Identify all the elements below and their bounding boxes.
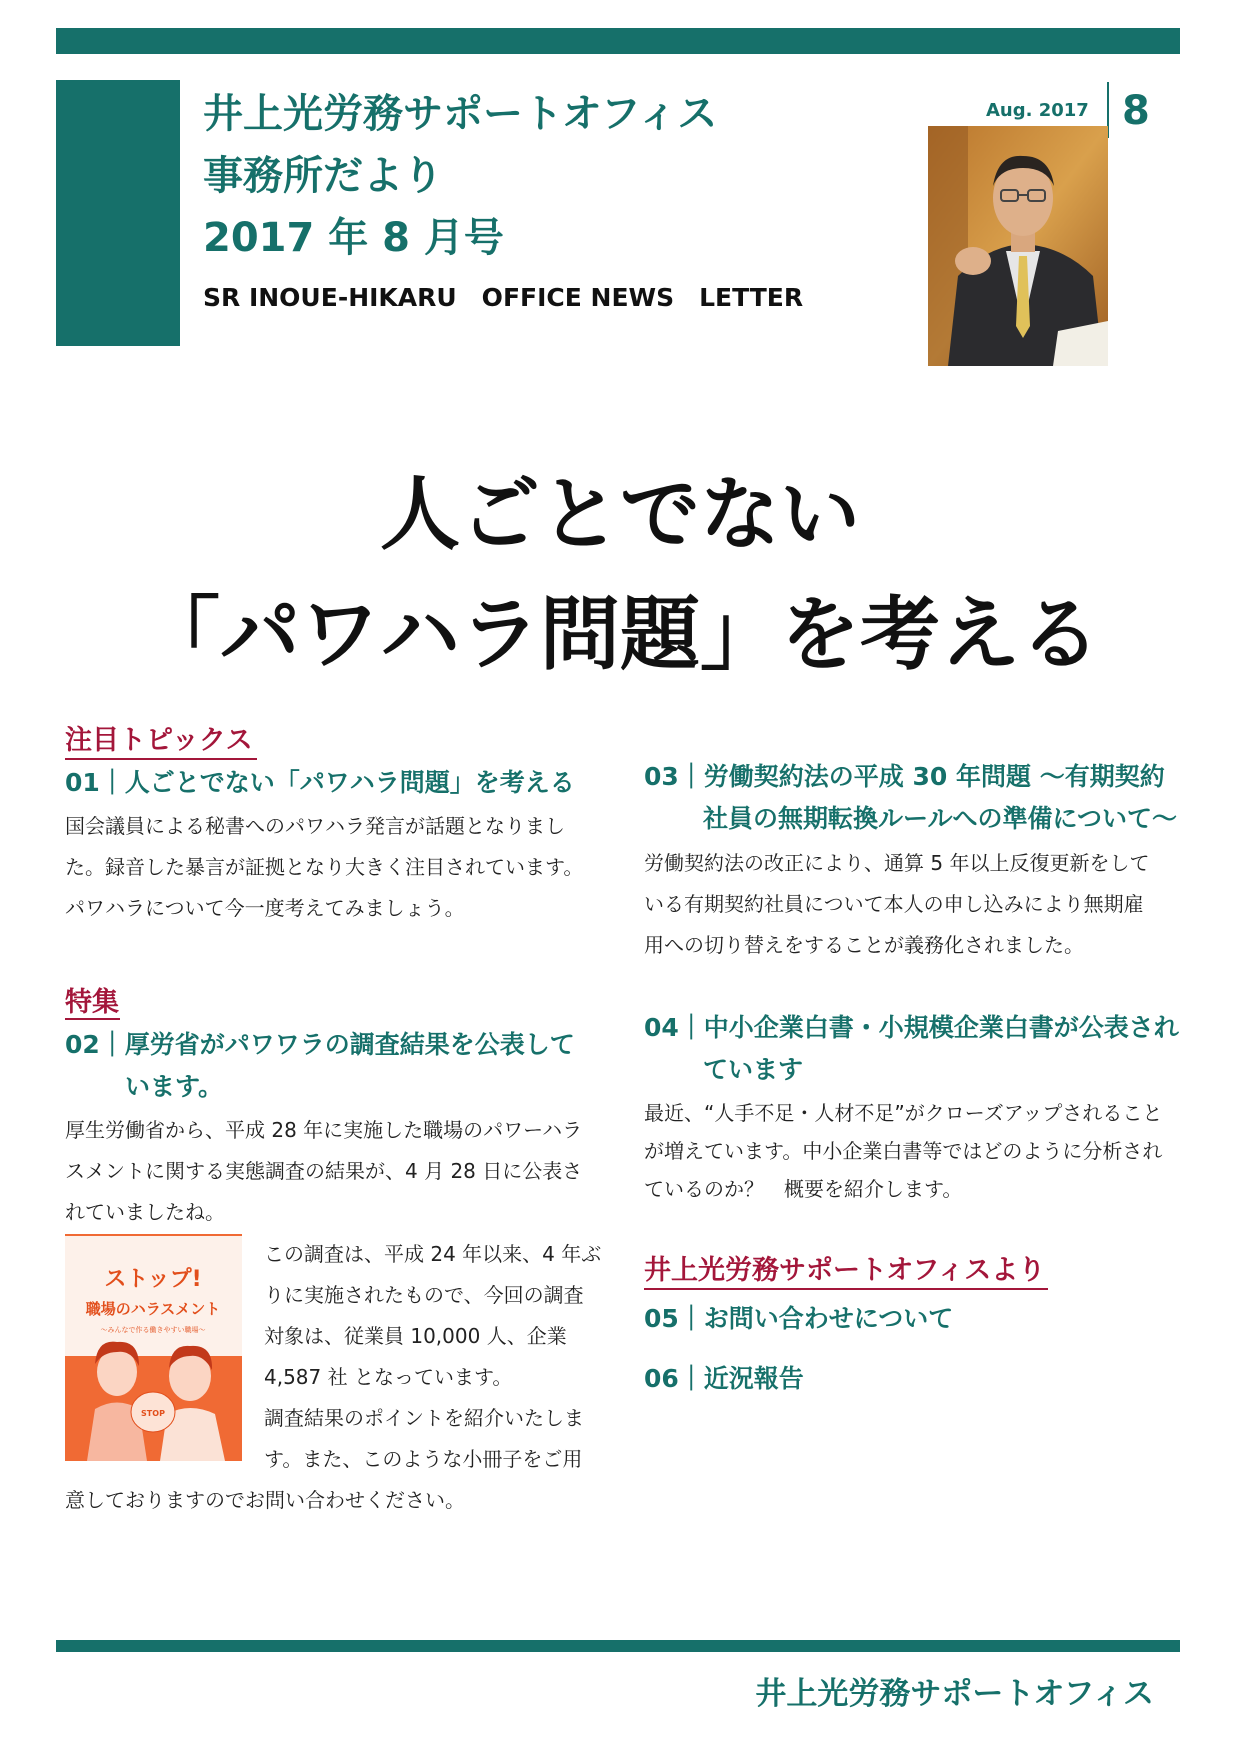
header-title-newsletter: 事務所だより xyxy=(203,153,443,199)
main-headline-line1: 人ごとでない xyxy=(380,468,860,561)
item-03-body-line: いる有期契約社員について本人の申し込みにより無期雇 xyxy=(644,892,1144,916)
item-02-body-last: 意しておりますのでお問い合わせください。 xyxy=(65,1488,465,1512)
footer-bar xyxy=(56,1640,1180,1652)
section-label-office: 井上光労務サポートオフィスより xyxy=(644,1255,1046,1286)
item-04-body-line: が増えています。中小企業白書等ではどのように分析され xyxy=(644,1139,1163,1163)
item-02-body-line: 厚生労働省から、平成 28 年に実施した職場のパワーハラ xyxy=(65,1118,583,1142)
item-06-title[interactable]: 06｜近況報告 xyxy=(644,1364,804,1393)
item-01-body-line: パワハラについて今一度考えてみましょう。 xyxy=(65,896,465,920)
item-02-wrap-line: 4,587 社 となっています。 xyxy=(264,1365,513,1389)
issue-number: 8 xyxy=(1122,88,1150,134)
item-03-title-cont[interactable]: 社員の無期転換ルールへの準備について～ xyxy=(703,804,1178,833)
booklet-cover-image xyxy=(65,1234,242,1461)
section-label-topics: 注目トピックス xyxy=(65,725,253,756)
issue-date: Aug. 2017 xyxy=(986,100,1089,121)
section-underline-topics xyxy=(65,758,257,760)
booklet-stop-text: STOP xyxy=(141,1409,165,1418)
item-02-body-line: れていましたね。 xyxy=(65,1200,225,1224)
booklet-title: ストップ! xyxy=(104,1267,202,1292)
item-02-title[interactable]: 02｜厚労省がパワワラの調査結果を公表して xyxy=(65,1030,575,1059)
item-02-title-cont[interactable]: います。 xyxy=(125,1072,224,1101)
header-side-block xyxy=(56,80,180,346)
item-04-title-cont[interactable]: ています xyxy=(703,1055,804,1084)
item-02-wrap-line: す。また、このような小冊子をご用 xyxy=(264,1447,583,1471)
item-02-wrap-line: 対象は、従業員 10,000 人、企業 xyxy=(264,1324,567,1348)
footer-office-name: 井上光労務サポートオフィス xyxy=(755,1676,1154,1712)
item-02-wrap-line: この調査は、平成 24 年以来、4 年ぶ xyxy=(264,1242,602,1266)
header-title-office: 井上光労務サポートオフィス xyxy=(203,91,718,137)
main-headline-line2: 「パワハラ問題」を考える xyxy=(140,588,1100,681)
item-03-body-line: 用への切り替えをすることが義務化されました。 xyxy=(644,933,1084,957)
item-03-title[interactable]: 03｜労働契約法の平成 30 年問題 ～有期契約 xyxy=(644,762,1165,791)
item-01-title[interactable]: 01｜人ごとでない「パワハラ問題」を考える xyxy=(65,768,575,797)
booklet-tagline: ～みんなで作る働きやすい職場～ xyxy=(100,1326,206,1334)
item-04-title[interactable]: 04｜中小企業白書・小規模企業白書が公表され xyxy=(644,1013,1179,1042)
header-top-bar xyxy=(56,28,1180,54)
header-title-issue: 2017 年 8 月号 xyxy=(203,215,504,261)
item-02-wrap-line: 調査結果のポイントを紹介いたしま xyxy=(264,1406,584,1430)
item-01-body-line: た。録音した暴言が証拠となり大きく注目されています。 xyxy=(65,855,584,879)
item-01-body-line: 国会議員による秘書へのパワハラ発言が話題となりまし xyxy=(65,814,565,838)
item-02-wrap-line: りに実施されたもので、今回の調査 xyxy=(264,1283,584,1307)
item-04-body-line: 最近、“人手不足・人材不足”がクローズアップされること xyxy=(644,1101,1163,1125)
section-underline-office xyxy=(644,1288,1048,1290)
portrait-photo xyxy=(928,126,1108,366)
section-underline-feature xyxy=(65,1018,120,1020)
booklet-subtitle: 職場のハラスメント xyxy=(85,1300,221,1318)
item-05-title[interactable]: 05｜お問い合わせについて xyxy=(644,1304,954,1333)
header-subtitle: SR INOUE-HIKARU OFFICE NEWS LETTER xyxy=(203,283,804,312)
item-04-body-line: ているのか？ 概要を紹介します。 xyxy=(644,1177,963,1201)
item-03-body-line: 労働契約法の改正により、通算 5 年以上反復更新をして xyxy=(644,851,1150,875)
item-02-body-line: スメントに関する実態調査の結果が、4 月 28 日に公表さ xyxy=(65,1159,583,1183)
section-label-feature: 特集 xyxy=(65,987,119,1018)
